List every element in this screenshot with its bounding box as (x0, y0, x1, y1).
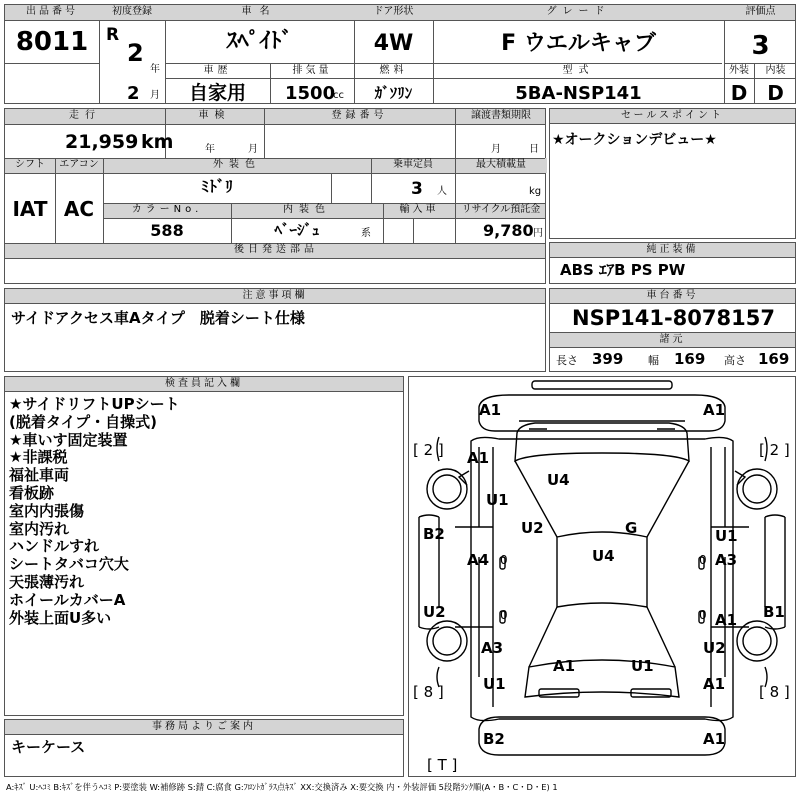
damage-mark: [ T ] (427, 756, 458, 774)
damage-mark: 0 (500, 608, 508, 622)
chassis-number: NSP141-8078157 (572, 306, 775, 330)
note-line: ホイールカバーA (9, 590, 126, 609)
damage-mark: U2 (703, 639, 726, 657)
damage-mark: U2 (521, 519, 544, 537)
damage-mark: [ 2 ] (413, 441, 444, 459)
load-label: 最大積載量 (476, 159, 526, 170)
damage-mark: A3 (715, 551, 738, 569)
note-line: ★非課税 (9, 448, 68, 467)
capacity-label: 乗車定員 (393, 159, 433, 170)
recycle-fee: 9,780 (483, 221, 534, 240)
equipment-text: ABS ｴｱB PS PW (560, 261, 686, 279)
aircon: AC (63, 197, 95, 221)
equipment-label: 純正装備 (550, 243, 795, 258)
damage-mark: B2 (423, 525, 445, 543)
note-line: 室内汚れ (9, 519, 70, 538)
office-label: 事務局よりご案内 (5, 720, 403, 735)
sales-point-box (549, 108, 796, 239)
disp-label: 排気量 (292, 65, 332, 76)
inspector-label: 検査員記入欄 (5, 377, 403, 392)
lot-number: 8011 (15, 27, 89, 57)
score-label: 評価点 (745, 6, 776, 17)
sales-point-text: ★オークションデビュー★ (552, 132, 717, 148)
ext-grade: D (730, 81, 748, 105)
interior-unit: 系 (361, 228, 371, 239)
inspection-label: 車検 (198, 110, 231, 121)
damage-mark: [ 2 ] (759, 441, 790, 459)
car-name: ｽﾍﾟｲﾄﾞ (226, 29, 293, 54)
damage-mark: [ 8 ] (759, 683, 790, 701)
damage-mark: U1 (486, 491, 509, 509)
equipment-box (549, 242, 796, 284)
damage-mark: U4 (592, 547, 615, 565)
damage-mark: B2 (483, 730, 505, 748)
transfer-label: 譲渡書類期限 (471, 110, 531, 121)
vehicle-info-block (4, 108, 546, 284)
damage-mark: 0 (699, 608, 707, 622)
ac-label: エアコン (59, 159, 99, 170)
damage-diagram-box (408, 376, 796, 777)
damage-mark: A3 (481, 639, 504, 657)
spec-label: 諸元 (550, 332, 795, 348)
note-line: ★サイドリフトUPシート (9, 395, 180, 413)
fuel: ｶﾞｿﾘﾝ (374, 84, 413, 102)
colorno-label: カラーNo. (131, 204, 203, 215)
lot-label: 出品番号 (26, 6, 78, 17)
interior-color: ﾍﾞｰｼﾞｭ (274, 221, 320, 239)
insp-month-unit: 月 (248, 144, 258, 155)
reg-month-unit: 月 (150, 90, 160, 101)
legend-text: A:ｷｽﾞ U:ﾍｺﾐ B:ｷｽﾞを伴うﾍｺﾐ P:要塗装 W:補修跡 S:錆 C:腐食 G:ﾌﾛﾝﾄｶﾞﾗｽ点ｷｽﾞ XX:交換済み X:要交換 内・外装評価 5段階ﾗﾝｸ順(A・B・C・D・E) 1 (6, 782, 558, 792)
width-value: 169 (674, 350, 706, 368)
damage-mark: U2 (423, 603, 446, 621)
history-label: 車歴 (203, 65, 232, 76)
damage-mark: 0 (699, 553, 707, 567)
door-type: 4W (373, 31, 414, 56)
capacity-unit: 人 (437, 186, 447, 197)
damage-mark: U1 (631, 657, 654, 675)
shift: IAT (12, 197, 48, 221)
capacity: 3 (411, 179, 423, 199)
mileage: 21,959 (65, 131, 139, 153)
model-label: 型式 (562, 65, 595, 76)
note-line: シートタバコ穴大 (9, 555, 129, 574)
sales-point-label: セールスポイント (550, 109, 795, 124)
car-name-label: 車名 (241, 6, 278, 17)
recycle-label: リサイクル預託金 (461, 204, 541, 215)
later-parts-label: 後日発送部品 (234, 244, 318, 255)
header-block (4, 4, 796, 104)
note-line: 看板跡 (9, 483, 55, 502)
reg-month: 2 (127, 83, 140, 104)
chassis-box (549, 288, 796, 372)
chassis-label: 車台番号 (550, 289, 795, 304)
transfer-day-unit: 日 (529, 144, 539, 155)
era: R (106, 25, 120, 45)
exterior-color: ﾐﾄﾞﾘ (200, 177, 233, 196)
damage-mark: G (625, 519, 638, 537)
reg-year: 2 (127, 39, 144, 67)
score: 3 (751, 31, 770, 61)
office-box (4, 719, 404, 777)
damage-mark: 0 (500, 553, 508, 567)
damage-mark: A1 (715, 611, 738, 629)
color-label: 外装色 (213, 159, 261, 170)
caution-label: 注意事項欄 (5, 289, 545, 304)
office-text: キーケース (11, 738, 86, 756)
recycle-unit: 円 (533, 228, 543, 239)
displacement: 1500 (285, 83, 336, 104)
model-code: 5BA-NSP141 (515, 83, 642, 104)
regno-label: 登録番号 (331, 110, 388, 121)
import-label: 輸入車 (399, 204, 439, 215)
fuel-label: 燃料 (379, 65, 408, 76)
int-grade-label: 内装 (765, 65, 786, 76)
height-label: 高さ (724, 354, 746, 367)
note-line: 天張薄汚れ (9, 572, 85, 591)
interior-label: 内装色 (283, 204, 331, 215)
note-line: ★車いす固定装置 (9, 430, 128, 449)
length-value: 399 (592, 350, 624, 368)
note-line: 室内内張傷 (9, 501, 85, 520)
damage-mark: U1 (715, 527, 738, 545)
damage-mark: A1 (467, 449, 490, 467)
width-label: 幅 (648, 354, 659, 367)
load-unit: kg (529, 186, 542, 197)
inspector-notes (9, 396, 180, 627)
damage-mark: A1 (703, 675, 726, 693)
damage-mark: [ 8 ] (413, 683, 444, 701)
damage-mark: A1 (553, 657, 576, 675)
color-number: 588 (150, 221, 184, 240)
damage-mark: A1 (703, 401, 726, 419)
damage-mark: A4 (467, 551, 490, 569)
note-line: (脱着タイプ・自操式) (9, 412, 157, 431)
shift-label: シフト (15, 159, 45, 170)
grade: F ウエルキャブ (501, 31, 656, 56)
note-line: 福祉車両 (9, 466, 70, 485)
reg-year-unit: 年 (150, 64, 160, 75)
mileage-unit: km (141, 131, 174, 153)
first-reg-label: 初度登録 (112, 6, 152, 17)
note-line: ハンドルすれ (9, 537, 100, 556)
damage-mark: B1 (763, 603, 785, 621)
mileage-label: 走行 (69, 110, 101, 121)
caution-box (4, 288, 546, 372)
transfer-month-unit: 月 (491, 144, 501, 155)
damage-mark: A1 (703, 730, 726, 748)
insp-year-unit: 年 (205, 144, 215, 155)
damage-mark: U4 (547, 471, 570, 489)
caution-text: サイドアクセス車Aタイプ 脱着シート仕様 (11, 309, 305, 327)
grade-label: グレード (546, 6, 611, 17)
note-line: 外装上面U多い (9, 608, 112, 627)
ext-grade-label: 外装 (729, 65, 749, 76)
inspector-box (4, 376, 404, 716)
diagram-marks (409, 377, 795, 776)
history: 自家用 (188, 82, 246, 104)
damage-mark: U1 (483, 675, 506, 693)
int-grade: D (767, 81, 784, 105)
height-value: 169 (758, 350, 790, 368)
damage-mark: A1 (479, 401, 502, 419)
length-label: 長さ (556, 354, 578, 367)
door-label: ドア形状 (373, 6, 414, 17)
disp-unit: cc (333, 90, 344, 101)
